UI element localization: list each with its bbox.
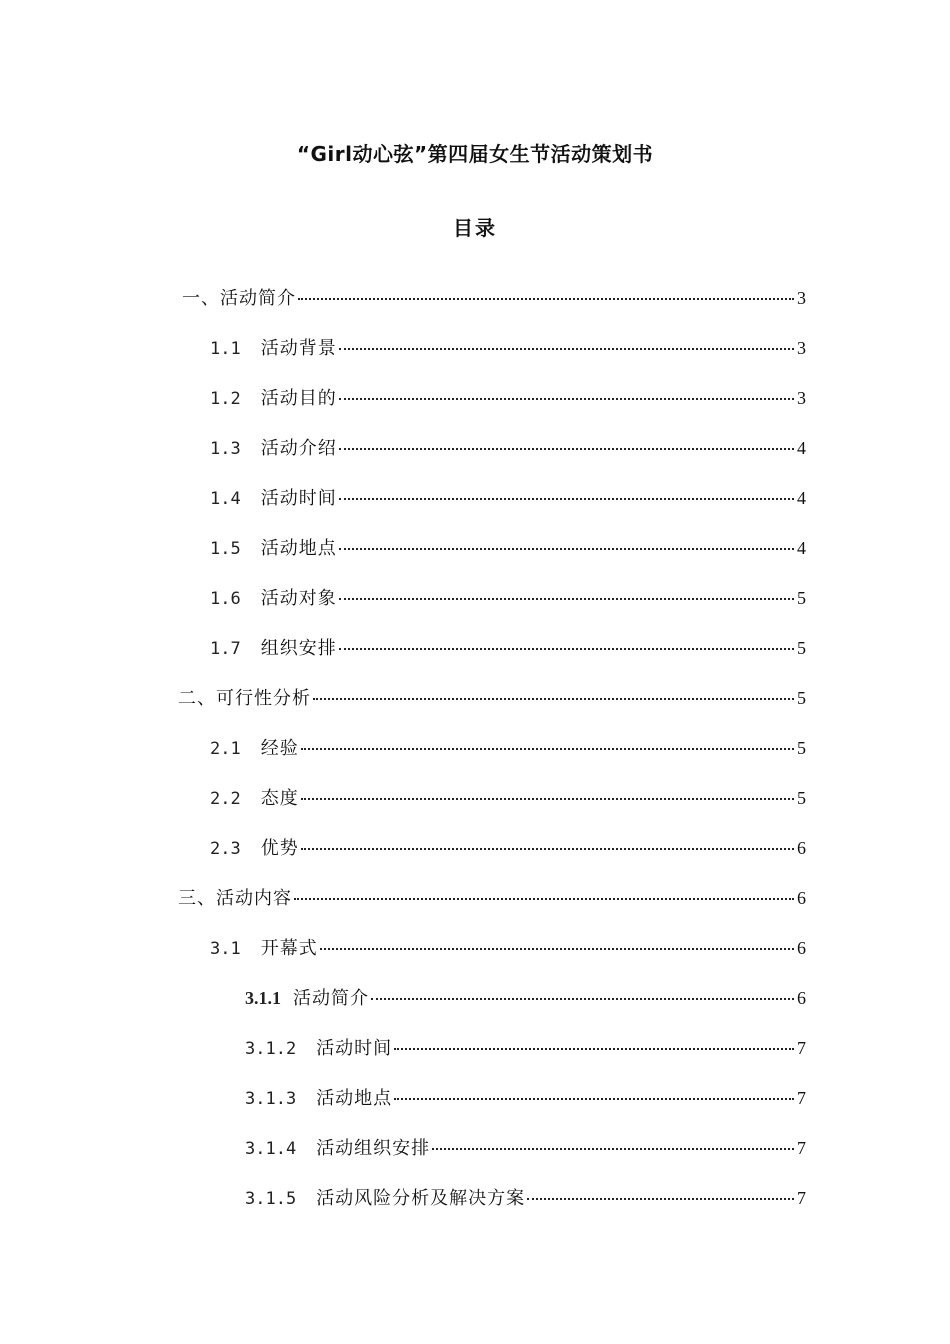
toc-entry-number: 1.5 (210, 539, 241, 559)
toc-entry-page: 4 (797, 488, 806, 508)
toc-leader-dots (298, 298, 794, 300)
toc-entry-text: 活动介绍 (260, 438, 337, 459)
toc-leader-dots (339, 548, 794, 550)
toc-entry-text: 活动时间 (260, 488, 337, 509)
toc-leader-dots (339, 398, 794, 400)
toc-entry-page: 7 (797, 1188, 806, 1208)
toc-entry-page: 5 (797, 738, 806, 758)
toc-entry-text: 优势 (260, 838, 299, 859)
toc-entry-page: 5 (797, 688, 806, 708)
toc-entry-page: 6 (797, 988, 806, 1008)
toc-entry-2-3[interactable] (210, 834, 806, 864)
toc-entry-number: 1.1 (210, 339, 241, 359)
toc-entry-section-1[interactable] (182, 284, 806, 314)
toc-entry-page: 3 (797, 338, 806, 358)
toc-entry-3-1-3[interactable] (245, 1084, 806, 1114)
toc-entry-page: 5 (797, 788, 806, 808)
toc-entry-1-4[interactable] (210, 484, 806, 514)
toc-entry-text: 活动简介 (293, 988, 369, 1009)
toc-entry-3-1-1[interactable] (245, 984, 806, 1014)
toc-leader-dots (432, 1148, 794, 1150)
toc-leader-dots (294, 898, 794, 900)
toc-entry-text: 活动目的 (260, 388, 337, 409)
toc-leader-dots (339, 348, 794, 350)
toc-entry-page: 7 (797, 1138, 806, 1158)
toc-leader-dots (301, 748, 794, 750)
toc-entry-number: 3.1.5 (245, 1189, 297, 1209)
toc-entry-1-3[interactable] (210, 434, 806, 464)
toc-entry-number: 2.2 (210, 789, 241, 809)
toc-entry-number: 1.6 (210, 589, 241, 609)
toc-entry-text: 经验 (260, 738, 299, 759)
toc-entry-text: 活动组织安排 (316, 1138, 431, 1159)
toc-entry-number: 3.1.4 (245, 1139, 297, 1159)
toc-leader-dots (527, 1198, 794, 1200)
toc-entry-page: 6 (797, 838, 806, 858)
toc-entry-1-7[interactable] (210, 634, 806, 664)
toc-entry-number: 1.7 (210, 639, 241, 659)
toc-entry-3-1-5[interactable] (245, 1184, 806, 1214)
toc-entry-page: 7 (797, 1088, 806, 1108)
toc-entry-number: 2.3 (210, 839, 241, 859)
toc-entry-text: 一、活动简介 (182, 288, 296, 309)
toc-entry-number: 3.1.2 (245, 1039, 297, 1059)
toc-entry-page: 3 (797, 288, 806, 308)
toc-entry-number: 3.1 (210, 939, 241, 959)
toc-entry-text: 活动地点 (260, 538, 337, 559)
toc-entry-page: 4 (797, 438, 806, 458)
toc-leader-dots (339, 648, 794, 650)
toc-entry-page: 3 (797, 388, 806, 408)
toc-entry-number: 1.4 (210, 489, 241, 509)
toc-entry-page: 5 (797, 638, 806, 658)
toc-entry-text: 活动对象 (260, 588, 337, 609)
toc-entry-2-2[interactable] (210, 784, 806, 814)
toc-leader-dots (371, 998, 794, 1000)
toc-entry-text: 活动背景 (260, 338, 337, 359)
toc-entry-text: 组织安排 (260, 638, 337, 659)
toc-entry-section-3[interactable] (178, 884, 806, 914)
toc-entry-text: 活动风险分析及解决方案 (316, 1188, 526, 1209)
toc-entry-3-1[interactable] (210, 934, 806, 964)
toc-entry-1-6[interactable] (210, 584, 806, 614)
toc-entry-text: 活动时间 (316, 1038, 393, 1059)
toc-entry-text: 态度 (260, 788, 299, 809)
toc-leader-dots (339, 448, 794, 450)
toc-entry-page: 7 (797, 1038, 806, 1058)
toc-leader-dots (394, 1048, 794, 1050)
toc-entry-1-1[interactable] (210, 334, 806, 364)
toc-entry-3-1-4[interactable] (245, 1134, 806, 1164)
toc-leader-dots (301, 848, 794, 850)
toc-entry-page: 4 (797, 538, 806, 558)
toc-leader-dots (394, 1098, 794, 1100)
toc-leader-dots (339, 498, 794, 500)
toc-entry-1-5[interactable] (210, 534, 806, 564)
toc-entry-text: 活动地点 (316, 1088, 393, 1109)
document-title: “Girl动心弦”第四届女生节活动策划书 (296, 142, 654, 166)
toc-leader-dots (313, 698, 794, 700)
toc-entry-2-1[interactable] (210, 734, 806, 764)
toc-heading: 目录 (453, 216, 497, 240)
toc-entry-page: 5 (797, 588, 806, 608)
toc-entry-text: 二、可行性分析 (178, 688, 311, 709)
toc-entry-number: 2.1 (210, 739, 241, 759)
toc-leader-dots (301, 798, 794, 800)
toc-leader-dots (339, 598, 794, 600)
toc-entry-page: 6 (797, 888, 806, 908)
toc-entry-number: 3.1.3 (245, 1089, 297, 1109)
toc-entry-3-1-2[interactable] (245, 1034, 806, 1064)
toc-entry-page: 6 (797, 938, 806, 958)
toc-entry-text: 三、活动内容 (178, 888, 292, 909)
toc-entry-section-2[interactable] (178, 684, 806, 714)
toc-entry-number: 3.1.1 (245, 988, 281, 1008)
toc-entry-number: 1.2 (210, 389, 241, 409)
toc-leader-dots (320, 948, 794, 950)
toc-entry-text: 开幕式 (260, 938, 318, 959)
toc-entry-number: 1.3 (210, 439, 241, 459)
toc-entry-1-2[interactable] (210, 384, 806, 414)
